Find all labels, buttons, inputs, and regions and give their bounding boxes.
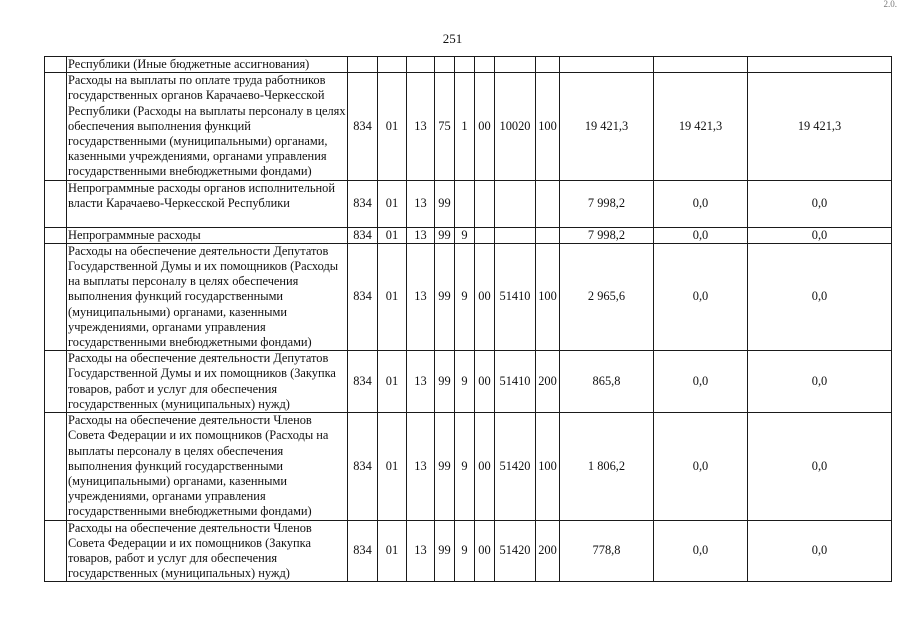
- cell-year1: 7 998,2: [560, 227, 654, 243]
- cell-cs3: 00: [475, 520, 495, 582]
- cell-year3: 0,0: [748, 243, 892, 350]
- cell-cs1: 99: [435, 227, 455, 243]
- blank-cell: [45, 520, 67, 582]
- cell-rz: 01: [378, 351, 407, 413]
- cell-gr: [348, 57, 378, 73]
- row-name: Расходы на обеспечение деятельности Членов Совета Федерации и их помощников (Закупка товаров, работ и услуг для обеспечения государственных (муниципальных) нужд): [67, 520, 348, 582]
- cell-rz: 01: [378, 180, 407, 227]
- cell-cs4: [495, 57, 536, 73]
- cell-cs1: 75: [435, 73, 455, 180]
- cell-year1: 1 806,2: [560, 413, 654, 520]
- table-row: [45, 227, 892, 243]
- cell-cs1: 99: [435, 520, 455, 582]
- cell-rz: 01: [378, 413, 407, 520]
- cell-gr: 834: [348, 227, 378, 243]
- cell-cs3: 00: [475, 73, 495, 180]
- cell-year1: 7 998,2: [560, 180, 654, 227]
- cell-cs4: 51420: [495, 413, 536, 520]
- cell-year2: 0,0: [654, 351, 748, 413]
- cell-year2: 0,0: [654, 180, 748, 227]
- blank-cell: [45, 227, 67, 243]
- cell-cs4: 51410: [495, 243, 536, 350]
- blank-cell: [45, 180, 67, 227]
- cell-cs2: 9: [455, 413, 475, 520]
- cell-year2: 0,0: [654, 520, 748, 582]
- cell-vr: [536, 57, 560, 73]
- cell-cs3: 00: [475, 243, 495, 350]
- cell-cs1: 99: [435, 180, 455, 227]
- cell-cs3: 00: [475, 413, 495, 520]
- cell-rz: 01: [378, 520, 407, 582]
- cell-cs3: 00: [475, 351, 495, 413]
- cell-cs4: [495, 227, 536, 243]
- cell-year3: 0,0: [748, 180, 892, 227]
- cell-gr: 834: [348, 520, 378, 582]
- cell-year3: 0,0: [748, 227, 892, 243]
- cell-year3: 19 421,3: [748, 73, 892, 180]
- cell-cs3: [475, 227, 495, 243]
- table-row: [45, 180, 892, 227]
- cell-cs2: 9: [455, 351, 475, 413]
- row-name: Расходы на обеспечение деятельности Депутатов Государственной Думы и их помощников (Расходы на выплаты персоналу в целях обеспечения выполнения функций государственными (муниципальными) органами, казенными учреждениями, органами управления государственными внебюджетными фондами): [67, 243, 348, 350]
- cell-cs2: 9: [455, 243, 475, 350]
- cell-rz: 01: [378, 73, 407, 180]
- row-name: Непрограммные расходы органов исполнительной власти Карачаево-Черкесской Республики: [67, 180, 348, 227]
- table-row: [45, 73, 892, 180]
- cell-pr: 13: [407, 227, 435, 243]
- cell-year1: 778,8: [560, 520, 654, 582]
- cell-cs4: 51410: [495, 351, 536, 413]
- cell-year1: 865,8: [560, 351, 654, 413]
- cell-cs4: 10020: [495, 73, 536, 180]
- budget-table: [44, 56, 892, 582]
- blank-cell: [45, 57, 67, 73]
- cell-cs3: [475, 57, 495, 73]
- cell-pr: 13: [407, 243, 435, 350]
- table-row: [45, 351, 892, 413]
- blank-cell: [45, 73, 67, 180]
- cell-year3: 0,0: [748, 413, 892, 520]
- cell-cs2: 9: [455, 520, 475, 582]
- cell-gr: 834: [348, 351, 378, 413]
- cell-cs3: [475, 180, 495, 227]
- cell-gr: 834: [348, 413, 378, 520]
- cell-vr: 100: [536, 73, 560, 180]
- cell-pr: 13: [407, 180, 435, 227]
- cell-gr: 834: [348, 243, 378, 350]
- cell-rz: [378, 57, 407, 73]
- table-row: [45, 57, 892, 73]
- cell-year2: 0,0: [654, 243, 748, 350]
- cell-vr: [536, 227, 560, 243]
- cell-year2: 19 421,3: [654, 73, 748, 180]
- cell-vr: 200: [536, 351, 560, 413]
- cell-pr: 13: [407, 351, 435, 413]
- cell-gr: 834: [348, 180, 378, 227]
- cell-pr: 13: [407, 413, 435, 520]
- table-row: [45, 413, 892, 520]
- cell-rz: 01: [378, 227, 407, 243]
- cell-vr: 100: [536, 413, 560, 520]
- cell-year1: 2 965,6: [560, 243, 654, 350]
- table-row: [45, 243, 892, 350]
- cell-cs1: 99: [435, 351, 455, 413]
- cell-year3: 0,0: [748, 520, 892, 582]
- cell-vr: 100: [536, 243, 560, 350]
- cell-year2: 0,0: [654, 413, 748, 520]
- row-name: Республики (Иные бюджетные ассигнования): [67, 57, 348, 73]
- cell-cs2: [455, 57, 475, 73]
- cell-vr: [536, 180, 560, 227]
- cell-cs2: 9: [455, 227, 475, 243]
- cell-cs1: 99: [435, 413, 455, 520]
- row-name: Расходы на выплаты по оплате труда работников государственных органов Карачаево-Черкесской Республики (Расходы на выплаты персоналу в целях обеспечения выполнения функций государственными (муниципальными) органами, казенными учреждениями, органами управления государственными внебюджетными фондами): [68, 73, 346, 179]
- cell-cs2: [455, 180, 475, 227]
- cell-pr: 13: [407, 73, 435, 180]
- blank-cell: [45, 413, 67, 520]
- cell-cs1: 99: [435, 243, 455, 350]
- cell-cs1: [435, 57, 455, 73]
- cell-pr: [407, 57, 435, 73]
- cell-rz: 01: [378, 243, 407, 350]
- cell-vr: 200: [536, 520, 560, 582]
- page-number: 251: [442, 31, 463, 46]
- table-row: [45, 520, 892, 582]
- cell-year3: 0,0: [748, 351, 892, 413]
- cell-cs4: 51420: [495, 520, 536, 582]
- cell-cs4: [495, 180, 536, 227]
- cell-cs2: 1: [455, 73, 475, 180]
- row-name: Непрограммные расходы: [67, 227, 348, 243]
- cell-pr: 13: [407, 520, 435, 582]
- cell-year1: 19 421,3: [560, 73, 654, 180]
- cell-year2: [654, 57, 748, 73]
- cell-gr: 834: [348, 73, 378, 180]
- corner-mark: 2.0.: [883, 0, 897, 9]
- blank-cell: [45, 243, 67, 350]
- cell-year2: 0,0: [654, 227, 748, 243]
- cell-year1: [560, 57, 654, 73]
- row-name: Расходы на обеспечение деятельности Членов Совета Федерации и их помощников (Расходы на выплаты персоналу в целях обеспечения выполнения функций государственными (муниципальными) органами, казенными учреждениями, органами управления государственными внебюджетными фондами): [67, 413, 348, 520]
- blank-cell: [45, 351, 67, 413]
- row-name: Расходы на обеспечение деятельности Депутатов Государственной Думы и их помощников (Закупка товаров, работ и услуг для обеспечения государственных (муниципальных) нужд): [67, 351, 348, 413]
- cell-year3: [748, 57, 892, 73]
